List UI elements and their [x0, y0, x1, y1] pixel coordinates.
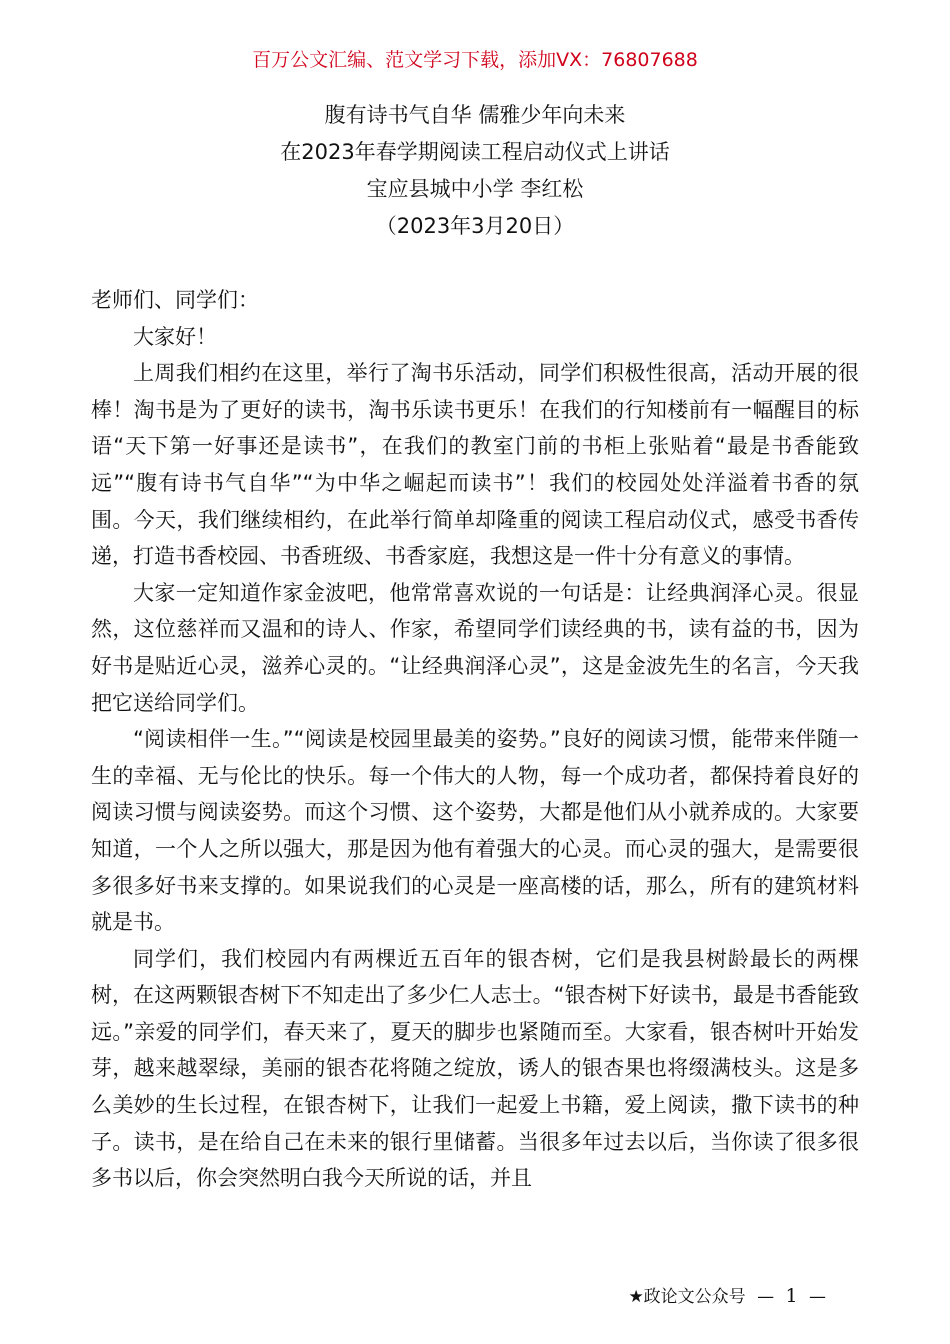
page-footer: [628, 1284, 832, 1309]
footer-source: ★政论文公众号: [628, 1287, 746, 1307]
page-number: 1: [785, 1285, 798, 1307]
body-paragraph: 大家一定知道作家金波吧，他常常喜欢说的一句话是：让经典润泽心灵。很显然，这位慈祥而又温和的诗人、作家，希望同学们读经典的书，读有益的书，因为好书是贴近心灵，滋养心灵的。“让经典润泽心灵”，这是金波先生的名言，今天我把它送给同学们。: [91, 580, 859, 715]
body-paragraph: 同学们，我们校园内有两棵近五百年的银杏树，它们是我县树龄最长的两棵树，在这两颗银杏树下不知走出了多少仁人志士。“银杏树下好读书，最是书香能致远。”亲爱的同学们，春天来了，夏天的脚步也紧随而至。大家看，银杏树叶开始发芽，越来越翠绿，美丽的银杏花将随之绽放，诱人的银杏果也将缀满枝头。这是多么美妙的生长过程，在银杏树下，让我们一起爱上书籍，爱上阅读，撒下读书的种子。读书，是在给自己在未来的银行里储蓄。当很多年过去以后，当你读了很多很多书以后，你会突然明白我今天所说的话，并且: [91, 946, 859, 1191]
body-paragraph: “阅读相伴一生。”“阅读是校园里最美的姿势。”良好的阅读习惯，能带来伴随一生的幸福、无与伦比的快乐。每一个伟大的人物，每一个成功者，都保持着良好的阅读习惯与阅读姿势。而这个习惯、这个姿势，大都是他们从小就养成的。大家要知道，一个人之所以强大，那是因为他有着强大的心灵。而心灵的强大，是需要很多很多好书来支撑的。如果说我们的心灵是一座高楼的话，那么，所有的建筑材料就是书。: [91, 727, 859, 935]
promo-banner: [0, 46, 950, 74]
promo-banner-text: 百万公文汇编、范文学习下载，添加VX：76807688: [252, 49, 698, 71]
salutation: 老师们、同学们：: [91, 288, 259, 312]
speech-title: 腹有诗书气自华 儒雅少年向未来: [324, 103, 626, 127]
body-paragraph: 大家好！: [133, 324, 217, 349]
footer-dash-left: —: [757, 1287, 775, 1307]
speech-author: 宝应县城中小学 李红松: [366, 177, 584, 201]
speech-subtitle: 在2023年春学期阅读工程启动仪式上讲话: [280, 140, 670, 164]
footer-dash-right: —: [809, 1287, 826, 1307]
speech-header: [0, 97, 950, 245]
speech-body: [91, 282, 859, 1197]
body-paragraph: 上周我们相约在这里，举行了淘书乐活动，同学们积极性很高，活动开展的很棒！淘书是为了更好的读书，淘书乐读书更乐！在我们的行知楼前有一幅醒目的标语“天下第一好事还是读书”，在我们的教室门前的书柜上张贴着“最是书香能致远”“腹有诗书气自华”“为中华之崛起而读书”！我们的校园处处洋溢着书香的氛围。今天，我们继续相约，在此举行简单却隆重的阅读工程启动仪式，感受书香传递，打造书香校园、书香班级、书香家庭，我想这是一件十分有意义的事情。: [91, 361, 859, 569]
speech-date: （2023年3月20日）: [375, 214, 575, 238]
